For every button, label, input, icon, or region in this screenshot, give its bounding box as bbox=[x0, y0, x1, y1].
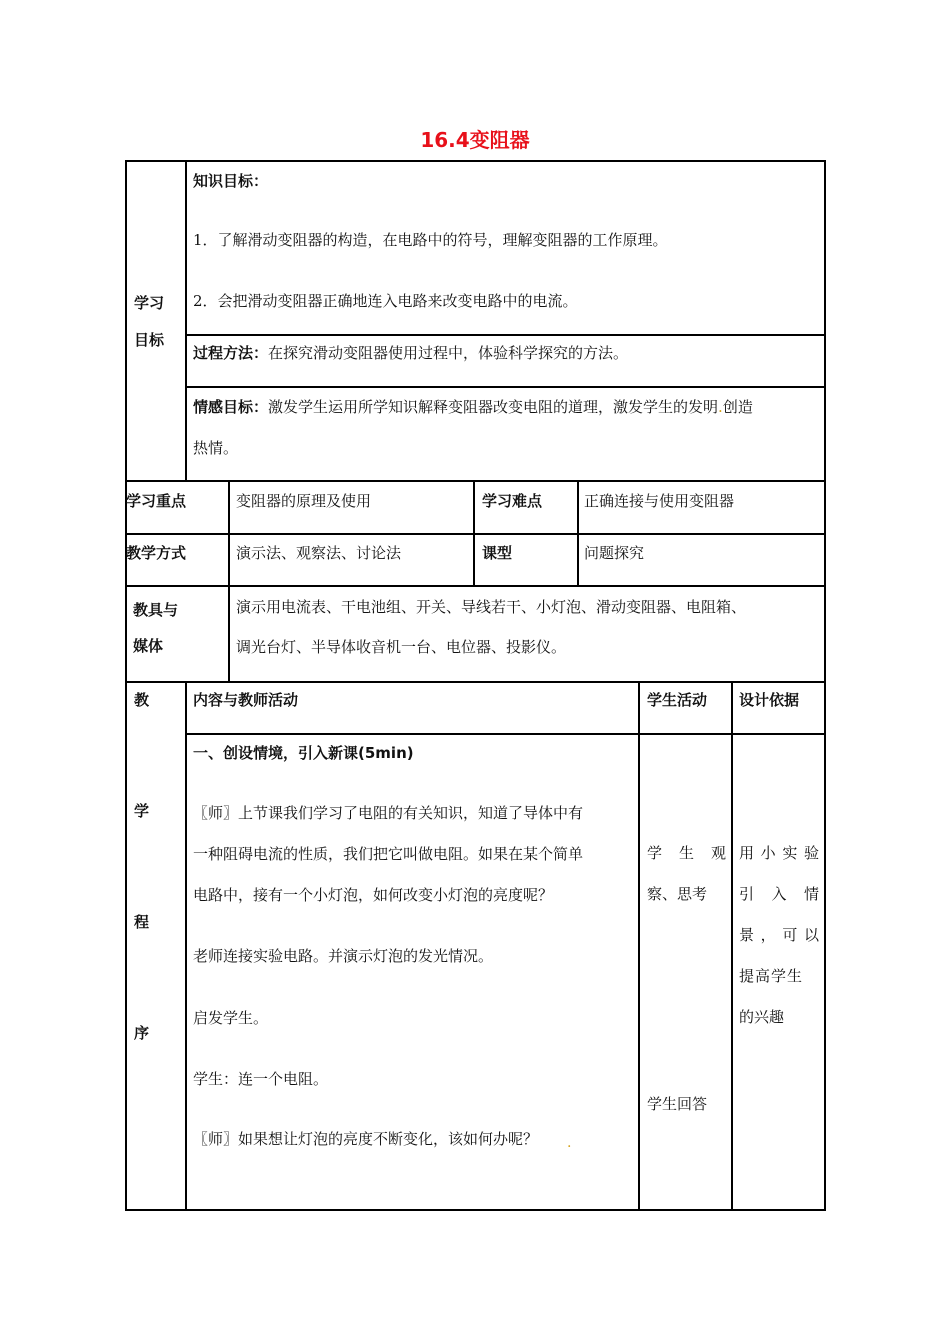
punctuation-mark: . bbox=[718, 398, 723, 416]
design-basis-line5: 的兴趣 bbox=[739, 1008, 785, 1026]
process-goal bbox=[193, 346, 628, 361]
punctuation-mark: . bbox=[567, 1135, 572, 1151]
knowledge-goal-item: 1．了解滑动变阻器的构造，在电路中的符号，理解变阻器的工作原理。 bbox=[193, 231, 668, 249]
header-content-activity: 内容与教师活动 bbox=[193, 691, 299, 709]
design-basis-line4: 提高学生 bbox=[739, 967, 804, 985]
page-title: 16.4变阻器 bbox=[420, 128, 530, 152]
media-label-line1: 教具与 bbox=[133, 601, 179, 619]
media-list-line1: 演示用电流表、干电池组、开关、导线若干、小灯泡、滑动变阻器、电阻箱、 bbox=[236, 598, 747, 616]
design-basis-line2: 引 入 情 bbox=[739, 885, 819, 903]
design-basis-line1: 用 小 实 验 bbox=[739, 844, 819, 862]
media-label-line2: 媒体 bbox=[133, 637, 164, 655]
student-activity-answer: 学生回答 bbox=[647, 1095, 708, 1113]
student-activity-line2: 察、思考 bbox=[647, 885, 708, 903]
emotion-goal bbox=[193, 400, 753, 415]
emotion-goal-text-line2: 热情。 bbox=[193, 439, 239, 457]
difficulty-value: 正确连接与使用变阻器 bbox=[584, 492, 735, 510]
section-title: 一、创设情境，引入新课(5min) bbox=[193, 744, 414, 762]
teacher-paragraph-line: 电路中，接有一个小灯泡，如何改变小灯泡的亮度呢？ bbox=[193, 886, 554, 904]
process-side-char: 教 bbox=[134, 691, 150, 709]
process-side-char: 程 bbox=[134, 913, 150, 931]
student-activity-line1: 学 生 观 bbox=[647, 844, 726, 862]
lesson-type-label: 课型 bbox=[482, 544, 513, 562]
header-design-basis: 设计依据 bbox=[739, 691, 800, 709]
knowledge-goal-item: 2．会把滑动变阻器正确地连入电路来改变电路中的电流。 bbox=[193, 292, 578, 310]
lesson-type-value: 问题探究 bbox=[584, 544, 645, 562]
media-list-line2: 调光台灯、半导体收音机一台、电位器、投影仪。 bbox=[236, 638, 567, 656]
teacher-paragraph-line: 一种阻碍电流的性质，我们把它叫做电阻。如果在某个简单 bbox=[193, 845, 584, 863]
header-student-activity: 学生活动 bbox=[647, 691, 708, 709]
teacher-paragraph bbox=[193, 1132, 538, 1147]
process-goal-label: 过程方法： bbox=[193, 344, 269, 362]
focus-label: 学习重点 bbox=[126, 492, 187, 510]
process-goal-text: 在探究滑动变阻器使用过程中，体验科学探究的方法。 bbox=[268, 344, 629, 362]
goals-label-line1: 学习 bbox=[134, 294, 165, 312]
teacher-paragraph-line: 〖师〗上节课我们学习了电阻的有关知识，知道了导体中有 bbox=[193, 804, 584, 822]
focus-value: 变阻器的原理及使用 bbox=[236, 492, 372, 510]
teacher-paragraph: 老师连接实验电路。并演示灯泡的发光情况。 bbox=[193, 947, 494, 965]
process-side-char: 序 bbox=[134, 1024, 150, 1042]
design-basis-line3: 景 ， 可 以 bbox=[739, 926, 819, 944]
emotion-goal-label: 情感目标： bbox=[193, 398, 269, 416]
method-label: 教学方式 bbox=[126, 544, 187, 562]
teacher-paragraph: 启发学生。 bbox=[193, 1009, 269, 1027]
teacher-paragraph: 学生：连一个电阻。 bbox=[193, 1070, 329, 1088]
difficulty-label: 学习难点 bbox=[482, 492, 543, 510]
goals-label-line2: 目标 bbox=[134, 331, 165, 349]
knowledge-goal-label: 知识目标： bbox=[193, 172, 269, 190]
emotion-goal-text-end: 创造 bbox=[722, 398, 753, 416]
method-value: 演示法、观察法、讨论法 bbox=[236, 544, 402, 562]
teacher-question: 〖师〗如果想让灯泡的亮度不断变化，该如何办呢？ bbox=[193, 1130, 539, 1148]
emotion-goal-text: 激发学生运用所学知识解释变阻器改变电阻的道理，激发学生的发明 bbox=[268, 398, 719, 416]
process-side-char: 学 bbox=[134, 802, 150, 820]
